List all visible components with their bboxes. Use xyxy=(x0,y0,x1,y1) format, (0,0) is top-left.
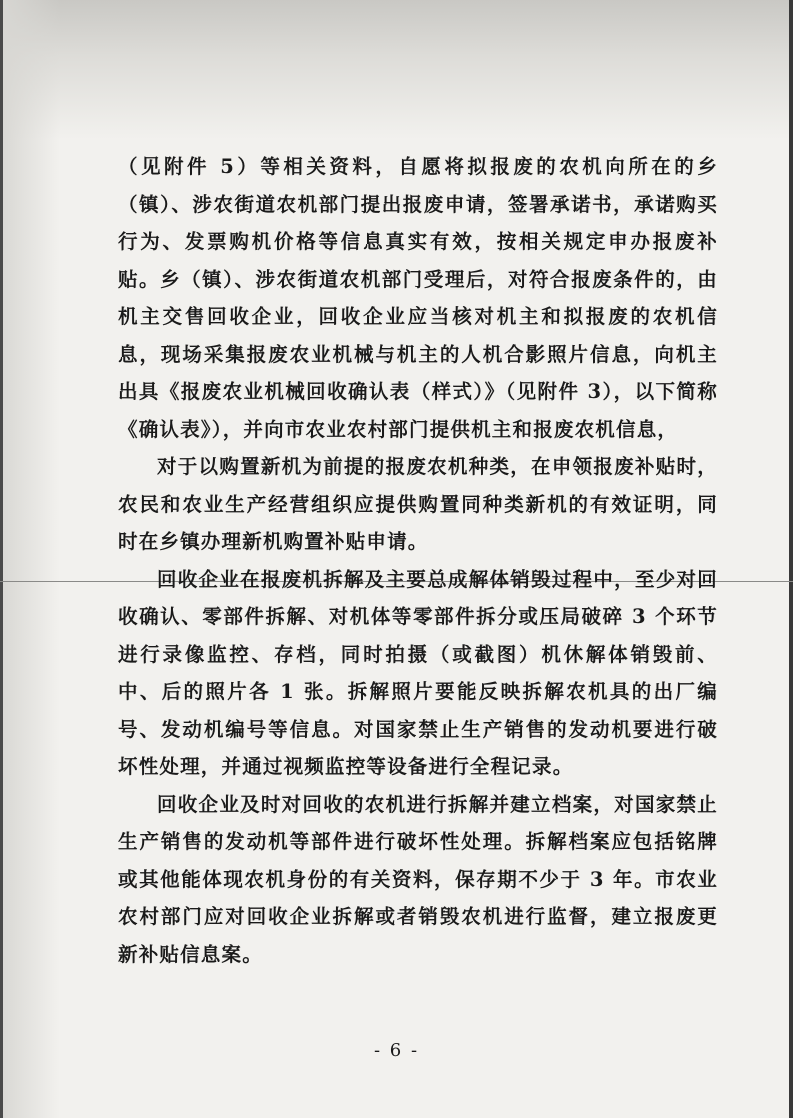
scan-shadow-top xyxy=(0,0,793,140)
paragraph-1: （见附件 5）等相关资料，自愿将拟报废的农机向所在的乡（镇）、涉农街道农机部门提出报废申请，签署承诺书，承诺购买行为、发票购机价格等信息真实有效，按相关规定申办报废补贴。乡（镇）、涉农街道农机部门受理后，对符合报废条件的，由机主交售回收企业，回收企业应当核对机主和拟报废的农机信息，现场采集报废农业机械与机主的人机合影照片信息，向机主出具《报废农业机械回收确认表（样式）》（见附件 3），以下简称《确认表》），并向市农业农村部门提供机主和报废农机信息， xyxy=(118,155,718,441)
scan-shadow-left xyxy=(0,0,60,1118)
scan-edge-left xyxy=(0,0,3,1118)
document-body xyxy=(118,148,718,973)
paragraph-3: 回收企业在报废机拆解及主要总成解体销毁过程中，至少对回收确认、零部件拆解、对机体等零部件拆分或压局破碎 3 个环节进行录像监控、存档，同时拍摄（或截图）机休解体销毁前、中、后的照片各 1 张。拆解照片要能反映拆解农机具的出厂编号、发动机编号等信息。对国家禁止生产销售的发动机要进行破坏性处理，并通过视频监控等设备进行全程记录。 xyxy=(118,567,718,778)
paragraph-4: 回收企业及时对回收的农机进行拆解并建立档案，对国家禁止生产销售的发动机等部件进行破坏性处理。拆解档案应包括铭牌或其他能体现农机身份的有关资料，保存期不少于 3 年。市农业农村部门应对回收企业拆解或者销毁农机进行监督，建立报废更新补贴信息案。 xyxy=(118,792,718,966)
page-number: - 6 - xyxy=(373,1040,420,1061)
paragraph-2: 对于以购置新机为前提的报废农机种类，在申领报废补贴时，农民和农业生产经营组织应提供购置同种类新机的有效证明，同时在乡镇办理新机购置补贴申请。 xyxy=(118,455,718,553)
scan-edge-right xyxy=(789,0,793,1118)
